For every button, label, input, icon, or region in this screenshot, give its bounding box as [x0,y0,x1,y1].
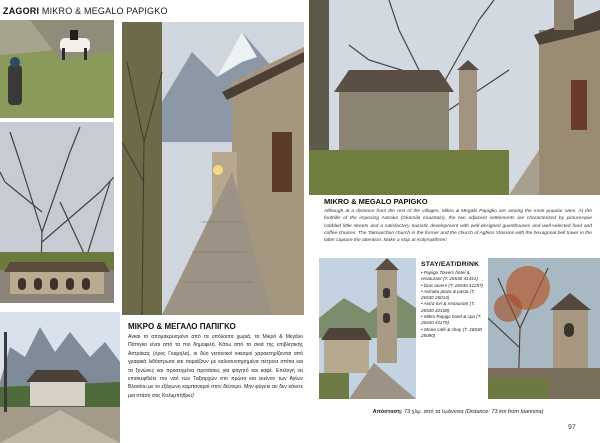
running-header [3,6,168,16]
photo-woman-with-goat [0,20,114,118]
distance-english: (Distance: 73 km from Ioannina) [465,409,544,415]
list-item: • Stone café & shop (T. 26530 25090) [421,326,482,338]
stay-eat-drink-title: STAY/EAT/DRINK [421,261,480,268]
greek-body-text: Ανκαι το απομακρυσμένο από τα υπόλοιπα χωριά, τα Μικρό & Μεγάλο Πάπιγκο είναι από τα πιο δημοφιλή. Κάτω από τα σκιά της επιβλητικής Αστράκας (όρος Γκαμήλα), οι δύο γειτονικοί οικισμοί χαρακτηρίζονται από γραφικά λιθόστρωτα και ταιριάζουν με καλοσυντηρημένα πέτρινα σπίτια και τα ξενώνες και προσεγμένα προτάσεις για φαγητό και καφέ. Επιλογή να επισκεφθείτε τον ναό των Ταξιαρχών στο πρώτο και εκείνον των Αγίων Βλασίου με το εξάγωνο καμπαναριό στον δεύτερο. Μην φύγετε αν δεν κάνετε μια στάση στις Κολυμπήθρες! [128,334,303,399]
distance-line [324,409,592,415]
photo-hexagonal-bell-tower [488,258,600,399]
stay-eat-drink-box [421,261,484,400]
distance-label: Απόσταση: [372,409,403,415]
greek-section-title: ΜΙΚΡΟ & ΜΕΓΑΛΟ ΠΑΠΙΓΚΟ [128,322,236,331]
english-body-text: Although at a distance from the rest of the villages, Mikro & Megalo Papigko are among the most popular ones. At the foothills of the imposing Astraka (Gkamila mountain), the two adjacent settlements are characterized by picturesque cobbled little streets and a satisfactory touristic development with well-designed guesthouses and well-selected food and coffee choices. The Taksiarchon church in the former and the church of Aghios Vlassios with the hexagonal bell tower in the latter capture the attention. Make a stop at Kolympithres! [324,209,592,244]
photo-village-mountains [0,312,120,443]
list-item: • Mikro Papigo hotel & spa (T. 26530 41179) [421,314,482,326]
photo-church-under-trees [0,122,114,303]
list-item: • Astra Inn & restaurant (T. 26530 42108) [421,301,475,313]
list-item: • Astraka plaza & pasta (T. 26530 25014) [421,288,475,301]
english-section-title: MIKRO & MEGALO PAPIGKO [324,197,428,206]
photo-cobbled-street [122,22,304,315]
header-subtitle: MIKRO & MEGALO PAPIGKO [41,6,168,16]
list-item: • Dias tavern (T. 26530 41257) [421,282,484,288]
header-region: ZAGORI [3,6,40,16]
distance-text: 73 χλμ. από τα Ιωάννινα [404,409,464,415]
photo-tower-and-street [319,258,416,399]
photo-bell-tower-village [309,0,600,195]
list-item: • Papigo Towers hotel & restaurant (T. 26530 41441) [421,270,478,282]
page-number: 97 [568,424,576,431]
